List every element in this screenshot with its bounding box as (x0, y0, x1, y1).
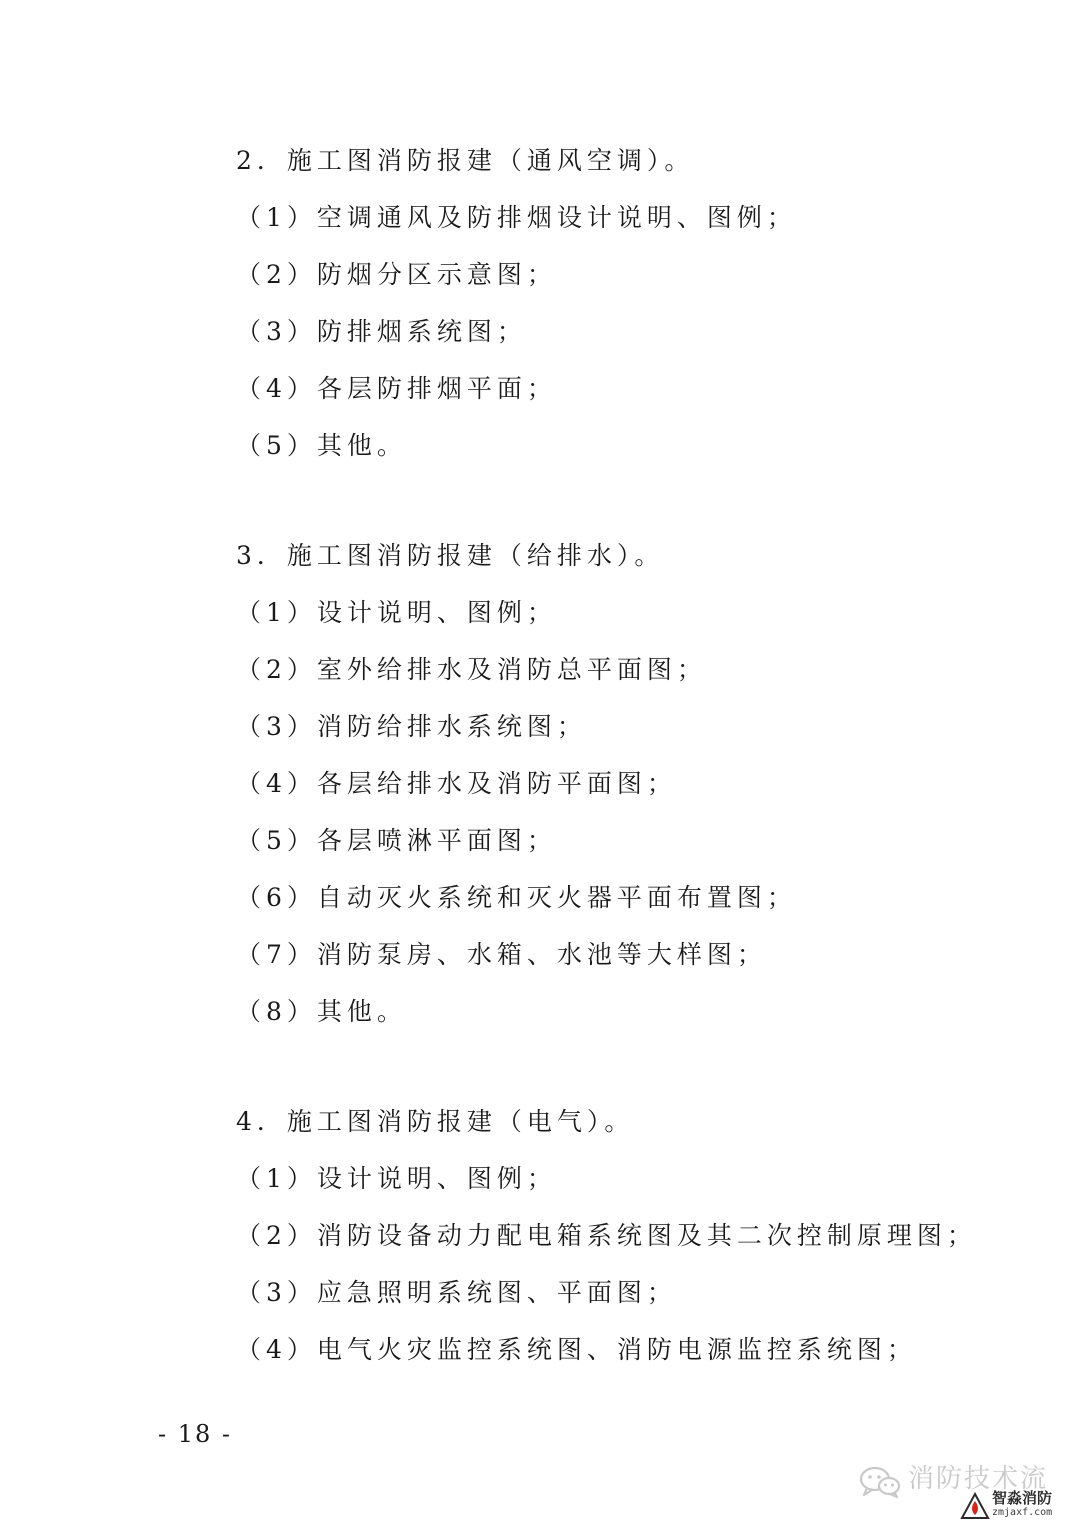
list-item: （2）消防设备动力配电箱系统图及其二次控制原理图； (236, 1221, 977, 1250)
list-item: （7）消防泵房、水箱、水池等大样图； (236, 940, 767, 969)
list-item: （6）自动灭火系统和灭火器平面布置图； (236, 883, 797, 912)
list-item: （3）消防给排水系统图； (236, 712, 587, 741)
section-hvac (236, 132, 996, 474)
list-item: （2）防烟分区示意图； (236, 260, 557, 289)
list-item: （3）应急照明系统图、平面图； (236, 1278, 677, 1307)
watermark-brand: 智淼消防 (992, 1489, 1053, 1507)
wechat-icon (858, 1464, 902, 1500)
page-number: - 18 - (158, 1420, 233, 1448)
list-item: （4）各层给排水及消防平面图； (236, 769, 677, 798)
list-item: （5）其他。 (236, 431, 407, 460)
list-item: （4）各层防排烟平面； (236, 374, 557, 403)
list-item: （5）各层喷淋平面图； (236, 826, 557, 855)
section-heading: 4．施工图消防报建（电气）。 (236, 1107, 635, 1136)
list-item: （1）设计说明、图例； (236, 1164, 557, 1193)
list-item: （1）设计说明、图例； (236, 598, 557, 627)
list-item: （1）空调通风及防排烟设计说明、图例； (236, 203, 797, 232)
watermark-url: zmjaxf.com (992, 1507, 1053, 1518)
watermark-account-name: 消防技术流 (908, 1464, 1049, 1494)
list-item: （2）室外给排水及消防总平面图； (236, 655, 707, 684)
section-heading: 2．施工图消防报建（通风空调）。 (236, 146, 695, 175)
list-item: （3）防排烟系统图； (236, 317, 527, 346)
section-plumbing (236, 527, 996, 1040)
list-item: （4）电气火灾监控系统图、消防电源监控系统图； (236, 1335, 917, 1364)
section-heading: 3．施工图消防报建（给排水）。 (236, 541, 665, 570)
watermark (858, 1458, 1068, 1520)
list-item: （8）其他。 (236, 997, 407, 1026)
section-electrical (236, 1093, 996, 1378)
flame-logo-icon (960, 1492, 990, 1520)
